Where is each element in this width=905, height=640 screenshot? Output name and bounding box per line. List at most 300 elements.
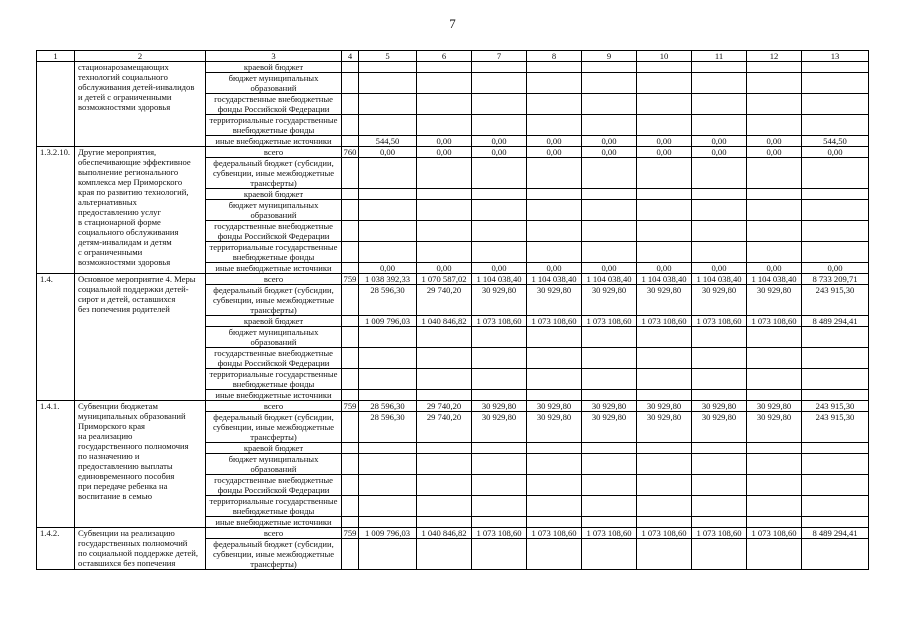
- value-cell: [692, 327, 747, 348]
- value-cell: 29 740,20: [417, 285, 472, 316]
- grbs-cell: [342, 496, 359, 517]
- grbs-cell: 760: [342, 147, 359, 158]
- grbs-cell: [342, 221, 359, 242]
- value-cell: [417, 475, 472, 496]
- row-code: [37, 62, 75, 147]
- value-cell: [527, 454, 582, 475]
- value-cell: [802, 73, 869, 94]
- source-cell: территориальные государственные внебюджетные фонды: [206, 242, 342, 263]
- grbs-cell: [342, 189, 359, 200]
- value-cell: [692, 221, 747, 242]
- grbs-cell: [342, 316, 359, 327]
- value-cell: 0,00: [747, 147, 802, 158]
- row-title: стационарозамещающих технологий социального обслуживания детей-инвалидов и детей с ограниченными возможностями здоровья: [75, 62, 206, 147]
- value-cell: [417, 189, 472, 200]
- value-cell: 28 596,30: [359, 401, 417, 412]
- value-cell: [802, 158, 869, 189]
- value-cell: [472, 454, 527, 475]
- value-cell: [802, 62, 869, 73]
- value-cell: [359, 390, 417, 401]
- value-cell: 30 929,80: [527, 401, 582, 412]
- value-cell: [582, 62, 637, 73]
- value-cell: [637, 200, 692, 221]
- source-cell: всего: [206, 274, 342, 285]
- value-cell: [692, 189, 747, 200]
- column-header-9: 9: [582, 51, 637, 62]
- value-cell: [359, 496, 417, 517]
- value-cell: 1 040 846,82: [417, 316, 472, 327]
- value-cell: [747, 189, 802, 200]
- value-cell: [359, 539, 417, 570]
- value-cell: [359, 327, 417, 348]
- value-cell: [527, 539, 582, 570]
- value-cell: 0,00: [637, 136, 692, 147]
- value-cell: 30 929,80: [582, 401, 637, 412]
- value-cell: [637, 94, 692, 115]
- grbs-cell: [342, 539, 359, 570]
- value-cell: 30 929,80: [692, 285, 747, 316]
- source-cell: краевой бюджет: [206, 443, 342, 454]
- value-cell: [417, 62, 472, 73]
- source-cell: федеральный бюджет (субсидии, субвенции, иные межбюджетные трансферты): [206, 158, 342, 189]
- value-cell: [527, 221, 582, 242]
- value-cell: [582, 496, 637, 517]
- value-cell: 0,00: [802, 147, 869, 158]
- value-cell: 1 104 038,40: [637, 274, 692, 285]
- value-cell: 1 073 108,60: [472, 528, 527, 539]
- value-cell: [802, 454, 869, 475]
- value-cell: [417, 200, 472, 221]
- column-header-12: 12: [747, 51, 802, 62]
- value-cell: 30 929,80: [637, 401, 692, 412]
- value-cell: [692, 443, 747, 454]
- table-row: [37, 401, 869, 412]
- value-cell: 0,00: [692, 136, 747, 147]
- value-cell: [802, 242, 869, 263]
- source-cell: государственные внебюджетные фонды Российской Федерации: [206, 94, 342, 115]
- value-cell: 243 915,30: [802, 401, 869, 412]
- value-cell: [472, 73, 527, 94]
- column-header-8: 8: [527, 51, 582, 62]
- grbs-cell: 759: [342, 528, 359, 539]
- budget-table: [36, 50, 869, 570]
- value-cell: [802, 189, 869, 200]
- column-header-3: 3: [206, 51, 342, 62]
- value-cell: [637, 443, 692, 454]
- value-cell: [637, 369, 692, 390]
- source-cell: краевой бюджет: [206, 189, 342, 200]
- page-number: 7: [449, 16, 456, 31]
- value-cell: [747, 443, 802, 454]
- source-cell: краевой бюджет: [206, 316, 342, 327]
- value-cell: 1 073 108,60: [582, 316, 637, 327]
- value-cell: [747, 200, 802, 221]
- row-code: 1.3.2.10.: [37, 147, 75, 274]
- source-cell: всего: [206, 147, 342, 158]
- value-cell: [637, 454, 692, 475]
- grbs-cell: [342, 242, 359, 263]
- table-row: [37, 274, 869, 285]
- value-cell: [582, 348, 637, 369]
- value-cell: [359, 454, 417, 475]
- value-cell: [692, 115, 747, 136]
- column-header-6: 6: [417, 51, 472, 62]
- column-header-1: 1: [37, 51, 75, 62]
- value-cell: [527, 62, 582, 73]
- source-cell: бюджет муниципальных образований: [206, 327, 342, 348]
- value-cell: 0,00: [527, 147, 582, 158]
- value-cell: [802, 200, 869, 221]
- value-cell: [747, 221, 802, 242]
- value-cell: 544,50: [359, 136, 417, 147]
- value-cell: [582, 517, 637, 528]
- value-cell: [747, 539, 802, 570]
- row-code: 1.4.2.: [37, 528, 75, 570]
- value-cell: [802, 390, 869, 401]
- value-cell: [747, 327, 802, 348]
- value-cell: 30 929,80: [527, 285, 582, 316]
- value-cell: [637, 327, 692, 348]
- value-cell: [417, 94, 472, 115]
- value-cell: 29 740,20: [417, 412, 472, 443]
- grbs-cell: [342, 443, 359, 454]
- value-cell: [527, 73, 582, 94]
- value-cell: 0,00: [802, 263, 869, 274]
- value-cell: 30 929,80: [747, 401, 802, 412]
- value-cell: [802, 369, 869, 390]
- source-cell: иные внебюджетные источники: [206, 517, 342, 528]
- value-cell: [359, 475, 417, 496]
- value-cell: [417, 443, 472, 454]
- value-cell: [472, 158, 527, 189]
- value-cell: [359, 348, 417, 369]
- value-cell: 30 929,80: [637, 412, 692, 443]
- value-cell: 1 104 038,40: [472, 274, 527, 285]
- value-cell: [747, 115, 802, 136]
- value-cell: [692, 158, 747, 189]
- value-cell: [637, 517, 692, 528]
- value-cell: 1 038 392,33: [359, 274, 417, 285]
- value-cell: [747, 73, 802, 94]
- column-header-10: 10: [637, 51, 692, 62]
- value-cell: [527, 94, 582, 115]
- value-cell: 30 929,80: [692, 401, 747, 412]
- table-row: [37, 147, 869, 158]
- value-cell: [527, 369, 582, 390]
- value-cell: 0,00: [359, 147, 417, 158]
- value-cell: [472, 539, 527, 570]
- value-cell: [417, 115, 472, 136]
- column-header-7: 7: [472, 51, 527, 62]
- value-cell: [472, 221, 527, 242]
- column-header-13: 13: [802, 51, 869, 62]
- value-cell: [692, 496, 747, 517]
- value-cell: [747, 62, 802, 73]
- value-cell: [582, 189, 637, 200]
- value-cell: [472, 443, 527, 454]
- grbs-cell: [342, 475, 359, 496]
- value-cell: 1 104 038,40: [527, 274, 582, 285]
- value-cell: [692, 475, 747, 496]
- value-cell: [637, 390, 692, 401]
- source-cell: государственные внебюджетные фонды Российской Федерации: [206, 475, 342, 496]
- value-cell: [692, 73, 747, 94]
- value-cell: [417, 369, 472, 390]
- value-cell: [802, 443, 869, 454]
- value-cell: [472, 517, 527, 528]
- value-cell: 30 929,80: [692, 412, 747, 443]
- value-cell: 0,00: [692, 263, 747, 274]
- value-cell: [802, 115, 869, 136]
- value-cell: [637, 496, 692, 517]
- value-cell: 8 489 294,41: [802, 316, 869, 327]
- source-cell: государственные внебюджетные фонды Российской Федерации: [206, 348, 342, 369]
- value-cell: [802, 327, 869, 348]
- value-cell: 0,00: [637, 263, 692, 274]
- value-cell: [527, 348, 582, 369]
- value-cell: 243 915,30: [802, 285, 869, 316]
- source-cell: территориальные государственные внебюджетные фонды: [206, 115, 342, 136]
- source-cell: федеральный бюджет (субсидии, субвенции, иные межбюджетные трансферты): [206, 412, 342, 443]
- value-cell: [692, 242, 747, 263]
- value-cell: [747, 496, 802, 517]
- value-cell: 1 073 108,60: [527, 316, 582, 327]
- value-cell: 0,00: [582, 263, 637, 274]
- value-cell: [582, 454, 637, 475]
- value-cell: 30 929,80: [747, 285, 802, 316]
- value-cell: [417, 496, 472, 517]
- value-cell: [582, 475, 637, 496]
- value-cell: [359, 94, 417, 115]
- value-cell: [527, 327, 582, 348]
- value-cell: 30 929,80: [527, 412, 582, 443]
- value-cell: [527, 158, 582, 189]
- row-title: Основное мероприятие 4. Меры социальной поддержки детей- сирот и детей, оставшихся без попечения родителей: [75, 274, 206, 401]
- value-cell: [417, 390, 472, 401]
- column-header-5: 5: [359, 51, 417, 62]
- value-cell: [802, 94, 869, 115]
- value-cell: [747, 348, 802, 369]
- source-cell: федеральный бюджет (субсидии, субвенции, иные межбюджетные трансферты): [206, 539, 342, 570]
- value-cell: 0,00: [417, 147, 472, 158]
- header-row: [37, 51, 869, 62]
- value-cell: [582, 443, 637, 454]
- value-cell: 30 929,80: [472, 285, 527, 316]
- source-cell: иные внебюджетные источники: [206, 136, 342, 147]
- table-row: [37, 62, 869, 73]
- value-cell: [637, 62, 692, 73]
- value-cell: 1 040 846,82: [417, 528, 472, 539]
- value-cell: [359, 189, 417, 200]
- value-cell: [582, 221, 637, 242]
- grbs-cell: [342, 263, 359, 274]
- value-cell: [692, 94, 747, 115]
- value-cell: [802, 539, 869, 570]
- value-cell: 1 009 796,03: [359, 316, 417, 327]
- value-cell: [692, 200, 747, 221]
- grbs-cell: [342, 517, 359, 528]
- value-cell: [747, 475, 802, 496]
- value-cell: 30 929,80: [747, 412, 802, 443]
- value-cell: [472, 242, 527, 263]
- value-cell: [417, 348, 472, 369]
- row-title: Субвенции бюджетам муниципальных образований Приморского края на реализацию государственного полномочия по назначению и предоставлению выплаты единовременного пособия при передаче ребенка на воспитание в семью: [75, 401, 206, 528]
- grbs-cell: [342, 412, 359, 443]
- value-cell: 0,00: [417, 136, 472, 147]
- value-cell: 0,00: [582, 147, 637, 158]
- value-cell: 30 929,80: [472, 401, 527, 412]
- grbs-cell: [342, 200, 359, 221]
- value-cell: [582, 200, 637, 221]
- grbs-cell: [342, 115, 359, 136]
- value-cell: 1 073 108,60: [747, 528, 802, 539]
- value-cell: [359, 369, 417, 390]
- value-cell: 28 596,30: [359, 412, 417, 443]
- value-cell: [417, 158, 472, 189]
- value-cell: 1 104 038,40: [582, 274, 637, 285]
- column-header-11: 11: [692, 51, 747, 62]
- value-cell: 8 733 209,71: [802, 274, 869, 285]
- value-cell: [692, 369, 747, 390]
- grbs-cell: [342, 348, 359, 369]
- value-cell: 1 073 108,60: [582, 528, 637, 539]
- value-cell: [692, 390, 747, 401]
- value-cell: 1 073 108,60: [527, 528, 582, 539]
- value-cell: 0,00: [692, 147, 747, 158]
- value-cell: 0,00: [417, 263, 472, 274]
- value-cell: [527, 475, 582, 496]
- value-cell: [582, 73, 637, 94]
- value-cell: 30 929,80: [637, 285, 692, 316]
- row-title: Другие мероприятия, обеспечивающие эффективное выполнение регионального комплекса мер Приморского края по развитию технологий, альтернативных предоставлению услуг в стационарной форме социального обслуживания детям-инвалидам и детям с ограниченными возможностями здоровья: [75, 147, 206, 274]
- value-cell: [692, 539, 747, 570]
- source-cell: территориальные государственные внебюджетные фонды: [206, 369, 342, 390]
- value-cell: [637, 221, 692, 242]
- value-cell: [692, 62, 747, 73]
- value-cell: 1 009 796,03: [359, 528, 417, 539]
- value-cell: [472, 94, 527, 115]
- value-cell: [747, 517, 802, 528]
- value-cell: [527, 443, 582, 454]
- value-cell: [417, 539, 472, 570]
- source-cell: бюджет муниципальных образований: [206, 200, 342, 221]
- value-cell: [582, 390, 637, 401]
- value-cell: [637, 475, 692, 496]
- value-cell: [359, 62, 417, 73]
- value-cell: [359, 221, 417, 242]
- value-cell: [692, 454, 747, 475]
- column-header-2: 2: [75, 51, 206, 62]
- value-cell: [472, 369, 527, 390]
- source-cell: бюджет муниципальных образований: [206, 454, 342, 475]
- value-cell: [747, 158, 802, 189]
- source-cell: государственные внебюджетные фонды Российской Федерации: [206, 221, 342, 242]
- value-cell: [527, 496, 582, 517]
- value-cell: [359, 158, 417, 189]
- value-cell: [359, 517, 417, 528]
- value-cell: 1 073 108,60: [747, 316, 802, 327]
- source-cell: федеральный бюджет (субсидии, субвенции, иные межбюджетные трансферты): [206, 285, 342, 316]
- value-cell: [802, 221, 869, 242]
- value-cell: 0,00: [472, 263, 527, 274]
- value-cell: [582, 242, 637, 263]
- value-cell: [417, 73, 472, 94]
- row-code: 1.4.: [37, 274, 75, 401]
- source-cell: иные внебюджетные источники: [206, 263, 342, 274]
- value-cell: 0,00: [747, 136, 802, 147]
- value-cell: [527, 390, 582, 401]
- value-cell: [747, 454, 802, 475]
- value-cell: 0,00: [582, 136, 637, 147]
- table-row: [37, 528, 869, 539]
- source-cell: иные внебюджетные источники: [206, 390, 342, 401]
- row-code: 1.4.1.: [37, 401, 75, 528]
- value-cell: [359, 200, 417, 221]
- value-cell: [747, 242, 802, 263]
- value-cell: [417, 327, 472, 348]
- value-cell: [802, 517, 869, 528]
- grbs-cell: [342, 62, 359, 73]
- value-cell: [527, 115, 582, 136]
- value-cell: [472, 189, 527, 200]
- value-cell: 30 929,80: [582, 285, 637, 316]
- value-cell: 1 073 108,60: [692, 528, 747, 539]
- value-cell: [747, 390, 802, 401]
- value-cell: [582, 327, 637, 348]
- grbs-cell: 759: [342, 274, 359, 285]
- value-cell: [359, 443, 417, 454]
- grbs-cell: [342, 327, 359, 348]
- value-cell: 1 104 038,40: [747, 274, 802, 285]
- value-cell: [359, 242, 417, 263]
- value-cell: [582, 369, 637, 390]
- grbs-cell: [342, 454, 359, 475]
- grbs-cell: [342, 73, 359, 94]
- value-cell: [802, 496, 869, 517]
- value-cell: [472, 475, 527, 496]
- source-cell: территориальные государственные внебюджетные фонды: [206, 496, 342, 517]
- value-cell: [417, 221, 472, 242]
- value-cell: [637, 242, 692, 263]
- value-cell: 29 740,20: [417, 401, 472, 412]
- value-cell: 0,00: [527, 136, 582, 147]
- value-cell: 1 073 108,60: [637, 528, 692, 539]
- value-cell: [637, 158, 692, 189]
- grbs-cell: [342, 369, 359, 390]
- value-cell: [637, 348, 692, 369]
- value-cell: [637, 115, 692, 136]
- value-cell: [417, 517, 472, 528]
- value-cell: [472, 390, 527, 401]
- value-cell: [417, 242, 472, 263]
- value-cell: [582, 158, 637, 189]
- value-cell: 30 929,80: [582, 412, 637, 443]
- value-cell: [359, 73, 417, 94]
- value-cell: 243 915,30: [802, 412, 869, 443]
- value-cell: [472, 200, 527, 221]
- grbs-cell: 759: [342, 401, 359, 412]
- value-cell: [802, 475, 869, 496]
- value-cell: 0,00: [747, 263, 802, 274]
- value-cell: 0,00: [637, 147, 692, 158]
- column-header-4: 4: [342, 51, 359, 62]
- grbs-cell: [342, 390, 359, 401]
- value-cell: [417, 454, 472, 475]
- value-cell: [637, 539, 692, 570]
- value-cell: [747, 369, 802, 390]
- value-cell: [637, 189, 692, 200]
- value-cell: [747, 94, 802, 115]
